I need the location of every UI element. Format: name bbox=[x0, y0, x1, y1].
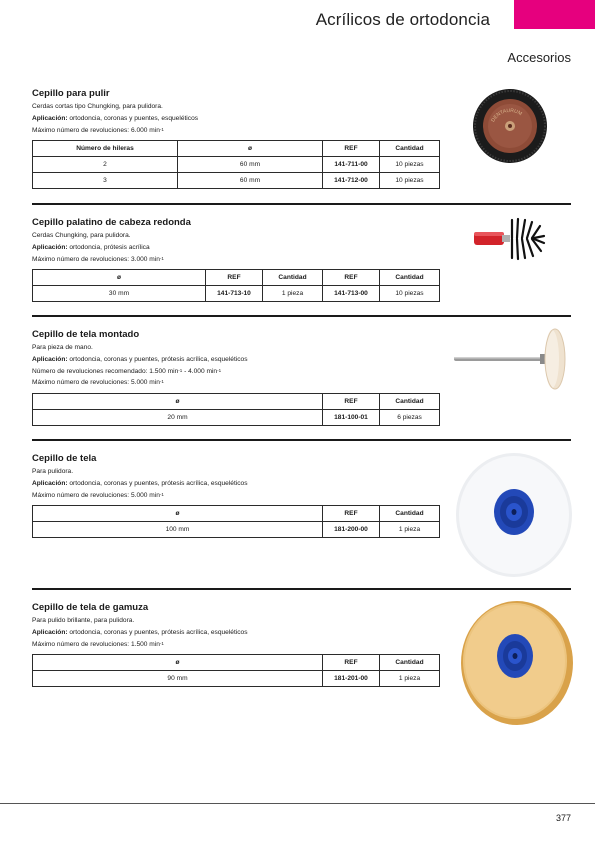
ref-cell: 141-712-00 bbox=[323, 173, 380, 189]
column-header: REF bbox=[323, 141, 380, 157]
max-rpm-text: Máximo número de revoluciones: 5.000 min bbox=[32, 379, 160, 387]
ref-cell: 141-711-00 bbox=[323, 157, 380, 173]
ref-cell: 141-713-00 bbox=[323, 286, 380, 302]
table-row bbox=[33, 157, 440, 173]
unit-exponent: -1 bbox=[159, 379, 164, 385]
ref-cell: 181-201-00 bbox=[323, 671, 380, 687]
column-header: Cantidad bbox=[380, 141, 440, 157]
ref-cell: 181-100-01 bbox=[323, 410, 380, 426]
product-cepillo-para-pulir bbox=[32, 88, 439, 189]
table-cell: 1 pieza bbox=[380, 671, 440, 687]
application-text: ortodoncia, coronas y puentes, prótesis acrílica, esqueléticos bbox=[67, 355, 248, 363]
column-header: REF bbox=[323, 394, 380, 410]
table-cell: 10 piezas bbox=[380, 286, 440, 302]
product-max-rpm bbox=[32, 639, 439, 651]
section-label: Accesorios bbox=[507, 50, 571, 65]
product-cepillo-tela-montado bbox=[32, 329, 439, 426]
table-row bbox=[33, 286, 440, 302]
mounted-cloth-brush-image bbox=[452, 328, 568, 392]
max-rpm-text: Máximo número de revoluciones: 5.000 min bbox=[32, 491, 160, 499]
brush-wheel-image bbox=[472, 88, 548, 164]
spec-table bbox=[32, 269, 440, 302]
table-cell: 90 mm bbox=[33, 671, 323, 687]
column-header: ø bbox=[178, 141, 323, 157]
product-max-rpm bbox=[32, 490, 439, 502]
column-header: Cantidad bbox=[380, 270, 440, 286]
product-description: Para pieza de mano. bbox=[32, 344, 93, 351]
product-application bbox=[32, 242, 439, 254]
unit-exponent: -1 bbox=[159, 126, 164, 132]
unit-exponent: -1 bbox=[217, 367, 222, 373]
table-row bbox=[33, 671, 440, 687]
application-text: ortodoncia, coronas y puentes, prótesis acrílica, esqueléticos bbox=[67, 479, 248, 487]
product-description: Para pulido brillante, para pulidora. bbox=[32, 617, 135, 624]
product-cepillo-tela bbox=[32, 453, 439, 538]
column-header: Cantidad bbox=[263, 270, 323, 286]
chamois-wheel-image bbox=[455, 598, 583, 728]
column-header: REF bbox=[323, 506, 380, 522]
table-row bbox=[33, 522, 440, 538]
table-cell: 3 bbox=[33, 173, 178, 189]
column-header: ø bbox=[33, 506, 323, 522]
page-title: Acrílicos de ortodoncia bbox=[315, 10, 490, 29]
column-header: Número de hileras bbox=[33, 141, 178, 157]
application-label: Aplicación: bbox=[32, 114, 68, 122]
table-cell: 30 mm bbox=[33, 286, 206, 302]
table-row bbox=[33, 410, 440, 426]
max-rpm-text: Máximo número de revoluciones: 1.500 min bbox=[32, 640, 160, 648]
column-header: ø bbox=[33, 394, 323, 410]
table-cell: 100 mm bbox=[33, 522, 323, 538]
table-cell: 10 piezas bbox=[380, 157, 440, 173]
product-application bbox=[32, 478, 439, 490]
brand-label: DENTAURUM bbox=[490, 107, 523, 124]
spec-table bbox=[32, 654, 440, 687]
ref-cell: 141-713-10 bbox=[206, 286, 263, 302]
spec-table bbox=[32, 140, 440, 189]
product-title: Cepillo para pulir bbox=[32, 88, 110, 99]
spec-table bbox=[32, 393, 440, 426]
table-cell: 60 mm bbox=[178, 173, 323, 189]
table-cell: 6 piezas bbox=[380, 410, 440, 426]
recommended-rpm-text-b: - 4.000 min bbox=[182, 367, 218, 375]
page-number: 377 bbox=[555, 813, 571, 823]
table-cell: 10 piezas bbox=[380, 173, 440, 189]
section-divider bbox=[32, 203, 571, 205]
application-label: Aplicación: bbox=[32, 628, 68, 636]
product-recommended-rpm bbox=[32, 366, 439, 378]
product-cepillo-palatino bbox=[32, 217, 439, 302]
application-text: ortodoncia, coronas y puentes, esqueléticos bbox=[67, 114, 199, 122]
table-cell: 1 pieza bbox=[263, 286, 323, 302]
unit-exponent: -1 bbox=[159, 255, 164, 261]
footer-divider bbox=[0, 803, 595, 804]
table-cell: 2 bbox=[33, 157, 178, 173]
column-header: ø bbox=[33, 270, 206, 286]
unit-exponent: -1 bbox=[159, 640, 164, 646]
table-header-row bbox=[33, 270, 440, 286]
product-application bbox=[32, 627, 439, 639]
table-header-row bbox=[33, 394, 440, 410]
spec-table bbox=[32, 505, 440, 538]
chapter-tab bbox=[514, 0, 595, 29]
section-divider bbox=[32, 315, 571, 317]
product-application bbox=[32, 354, 439, 366]
table-cell: 1 pieza bbox=[380, 522, 440, 538]
application-text: ortodoncia, prótesis acrílica bbox=[67, 243, 150, 251]
product-title: Cepillo de tela de gamuza bbox=[32, 602, 149, 613]
section-divider bbox=[32, 588, 571, 590]
column-header: REF bbox=[323, 655, 380, 671]
application-label: Aplicación: bbox=[32, 243, 68, 251]
product-description: Cerdas cortas tipo Chungking, para pulidora. bbox=[32, 103, 163, 110]
application-label: Aplicación: bbox=[32, 479, 68, 487]
palatal-brush-image bbox=[472, 216, 548, 262]
max-rpm-text: Máximo número de revoluciones: 6.000 min bbox=[32, 126, 160, 134]
application-text: ortodoncia, coronas y puentes, prótesis acrílica, esqueléticos bbox=[67, 628, 248, 636]
table-header-row bbox=[33, 655, 440, 671]
column-header: REF bbox=[206, 270, 263, 286]
column-header: ø bbox=[33, 655, 323, 671]
unit-exponent: -1 bbox=[159, 491, 164, 497]
application-label: Aplicación: bbox=[32, 355, 68, 363]
table-cell: 20 mm bbox=[33, 410, 323, 426]
table-header-row bbox=[33, 141, 440, 157]
unit-exponent: -1 bbox=[178, 367, 183, 373]
product-title: Cepillo de tela bbox=[32, 453, 97, 464]
table-cell: 60 mm bbox=[178, 157, 323, 173]
ref-cell: 181-200-00 bbox=[323, 522, 380, 538]
product-max-rpm bbox=[32, 254, 439, 266]
section-divider bbox=[32, 439, 571, 441]
product-title: Cepillo palatino de cabeza redonda bbox=[32, 217, 191, 228]
product-max-rpm bbox=[32, 377, 439, 389]
table-header-row bbox=[33, 506, 440, 522]
column-header: Cantidad bbox=[380, 394, 440, 410]
max-rpm-text: Máximo número de revoluciones: 3.000 min bbox=[32, 255, 160, 263]
product-title: Cepillo de tela montado bbox=[32, 329, 140, 340]
product-cepillo-gamuza bbox=[32, 602, 439, 687]
recommended-rpm-text: Número de revoluciones recomendado: 1.500 min bbox=[32, 367, 179, 375]
cloth-wheel-image bbox=[452, 450, 582, 580]
product-description: Cerdas Chungking, para pulidora. bbox=[32, 232, 131, 239]
product-application bbox=[32, 113, 439, 125]
product-description: Para pulidora. bbox=[32, 468, 74, 475]
table-row bbox=[33, 173, 440, 189]
column-header: Cantidad bbox=[380, 506, 440, 522]
column-header: Cantidad bbox=[380, 655, 440, 671]
product-max-rpm bbox=[32, 125, 439, 137]
column-header: REF bbox=[323, 270, 380, 286]
